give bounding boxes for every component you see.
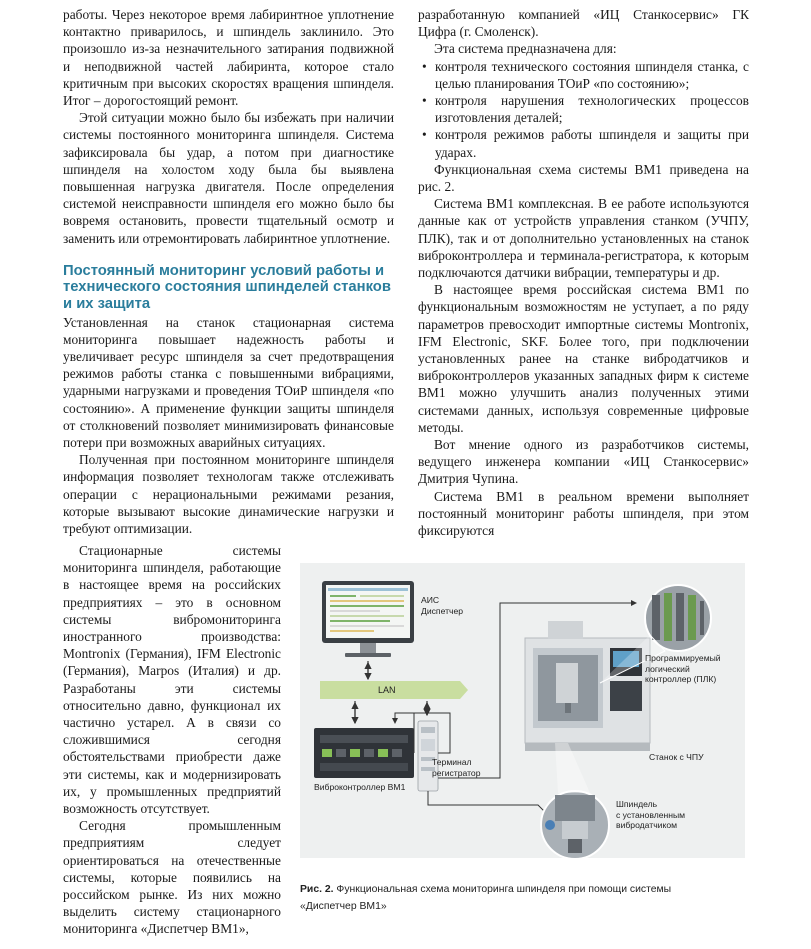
terminal-registrar-icon — [418, 721, 438, 791]
spindle-photo-icon — [541, 791, 609, 858]
ais-label: АИС Диспетчер — [421, 595, 464, 616]
caption-text-line2: «Диспетчер ВМ1» — [300, 901, 387, 912]
connector-line — [414, 713, 418, 753]
list-item: • контроля нарушения технологических процессов изготовления деталей; — [418, 92, 749, 126]
list-item: • контроля режимов работы шпинделя и защиты при ударах. — [418, 126, 749, 160]
plc-label: Программируемый логический контроллер (ПЛК) — [645, 653, 721, 685]
paragraph: Полученная при постоянном мониторинге шпинделя информация позволяет технологам также отслеживать операции с нерациональными режимами резания, которые вызывают высокие динамические нагрузки и требуют оптимизации. — [63, 452, 394, 537]
paragraph: Вот мнение одного из разработчиков системы, ведущего инженера компании «ИЦ Станкосервис» Дмитрия Чупина. — [418, 437, 749, 487]
paragraph: Сегодня промышленным предприятиям следует ориентироваться на отечественные системы, которые появились на российском рынке. Из них можно выделить систему стационарного мониторинга «Диспетчер ВМ1», — [63, 818, 281, 937]
paragraph: Система ВМ1 в реальном времени выполняет постоянный мониторинг работы шпинделя, при этом фиксируются — [418, 488, 749, 539]
right-column — [418, 6, 749, 539]
paragraph: Эта система предназначена для: — [434, 41, 617, 57]
terminal-label: Терминал регистратор — [432, 757, 481, 778]
connector-line — [428, 791, 558, 825]
vibro-controller-label: Виброконтроллер ВМ1 — [314, 782, 406, 792]
paragraph: Функциональная схема системы ВМ1 приведена на рис. 2. — [418, 161, 749, 195]
section-heading: Постоянный мониторинг условий работы и технического состояния шпинделей станков и их защита — [63, 262, 391, 313]
figure-diagram — [300, 563, 745, 858]
paragraph: разработанную компанией «ИЦ Станкосервис» ГК Цифра (г. Смоленск). — [418, 7, 749, 40]
bullet-list — [418, 58, 749, 161]
caption-prefix: Рис. 2. — [300, 884, 334, 895]
vibro-controller-icon — [314, 728, 414, 778]
paragraph: Установленная на станок стационарная система мониторинга повышает надежность работы и увеличивает ресурс шпинделя за счет предотвращения режимов работы станка с повышенными вибрациями, ударными нагрузками и проведения ТОиР шпинделя «по состоянию». А применение функции защиты шпинделя от столкновений позволяет минимизировать финансовые потери при возможных аварийных ситуациях. — [63, 314, 394, 451]
spindle-label: Шпиндель с установленным вибродатчиком — [616, 799, 686, 831]
monitor-icon — [322, 581, 414, 657]
left-column — [63, 6, 394, 537]
cnc-machine-icon — [525, 621, 650, 751]
left-column-narrow — [63, 542, 281, 938]
cnc-label: Станок с ЧПУ — [649, 752, 704, 762]
caption-text: Функциональная схема мониторинга шпинделя при помощи системы — [333, 884, 672, 895]
figure-caption — [300, 881, 745, 915]
paragraph: В настоящее время российская система ВМ1 по функциональным возможностям не уступает, а по ряду параметров превосходит импортные системы Montronix, IFM Electronic, SKF. Более того, при подключении установленных ранее на станке вибродатчиков и виброконтроллеров указанных западных фирм к системе ВМ1 можно улучшить анализ полученных этими системами данных, используя современные цифровые методы. — [418, 282, 749, 435]
paragraph: Стационарные системы мониторинга шпинделя, работающие в настоящее время на российских предприятиях – это в основном системы вибромониторинга иностранного производства: Montronix (Германия), IFM Electronic (Германия), Marpos (Италия) и др. Разработаны эти системы относительно давно, функционал их частично устарел. А в связи со сложившимися сегодня обстоятельствами приобрести даже эти системы, как и модернизировать их, у промышленных предприятий возможность отсутствует. — [63, 543, 281, 817]
paragraph: Этой ситуации можно было бы избежать при наличии системы постоянного мониторинга шпинделя. Система зафиксировала бы удар, а потом при диагностике шпинделя на холостом ходу была бы выявлена повышенная нагрузка двигателя. После определения системой неисправности шпинделя его можно было бы вовремя остановить, провести тщательный осмотр и заменить или отремонтировать лабиринтное уплотнение. — [63, 110, 394, 246]
paragraph: работы. Через некоторое время лабиринтное уплотнение контактно приварилось, и шпиндель заклинило. Это произошло из-за незначительного затирания подвижной и неподвижной частей лабиринта, которое стало критичным при высоких скоростях вращения шпинделя. Итог – дорогостоящий ремонт. — [63, 7, 394, 109]
lan-label: LAN — [378, 685, 396, 695]
paragraph: Система ВМ1 комплексная. В ее работе используются данные как от устройств управления станком (УЧПУ, ПЛК), так и от дополнительно установленных на станок виброконтроллера и терминала-регистратора, к которым подключаются датчики вибрации, температуры и др. — [418, 196, 749, 281]
list-item: • контроля технического состояния шпинделя станка, с целью планирования ТОиР «по состоянию»; — [418, 58, 749, 92]
